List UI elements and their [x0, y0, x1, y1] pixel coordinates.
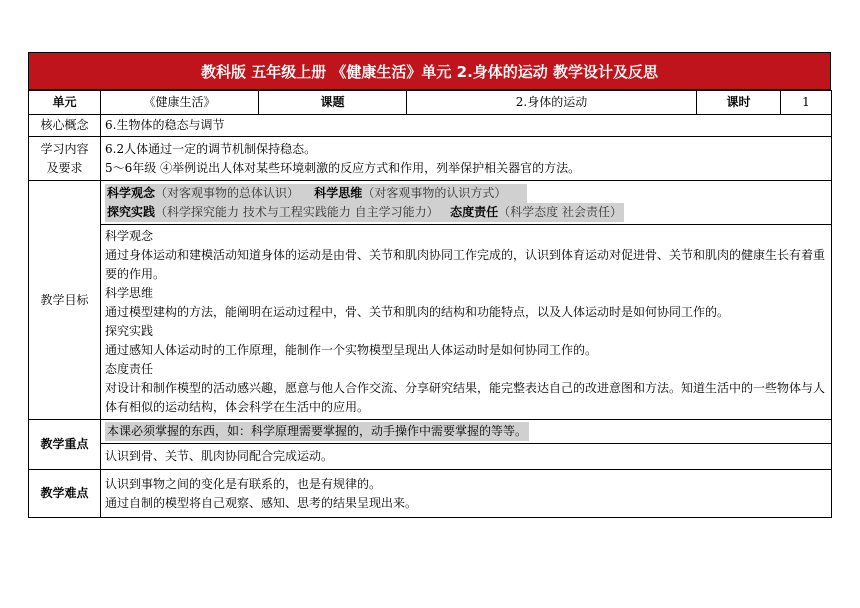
- lesson-plan-sheet: [28, 52, 831, 518]
- key-points-hint-row: [29, 420, 832, 444]
- literacy-line-2: [105, 203, 827, 222]
- key-points-hint-cell: [101, 420, 832, 444]
- literacy-desc-1: （对客观事物的总体认识）: [155, 185, 300, 200]
- literacy-desc-4: （科学态度 社会责任）: [498, 204, 622, 219]
- key-points-row: [29, 444, 832, 470]
- content-value: [101, 137, 832, 181]
- difficulties-row: [29, 470, 832, 518]
- content-line-2: 5～6年级 ④举例说出人体对某些环境刺激的反应方式和作用，列举保护相关器官的方法。: [105, 160, 581, 175]
- core-concept-label: 核心概念: [29, 115, 101, 137]
- literacy-highlight-2: [105, 203, 624, 222]
- unit-value: 《健康生活》: [101, 91, 259, 115]
- difficulty-line-2: 通过自制的模型将自己观察、感知、思考的结果呈现出来。: [105, 495, 418, 510]
- goal-text-4: 对设计和制作模型的活动感兴趣，愿意与他人合作交流、分享研究结果，能完整表达自己的改进意图和方法。知道生活中的一些物体与人体有相似的运动结构，体会科学在生活中的应用。: [105, 381, 826, 414]
- key-points-value: 认识到骨、关节、肌肉协同配合完成运动。: [101, 444, 832, 470]
- hours-label: 课时: [697, 91, 781, 115]
- content-line-1: 6.2人体通过一定的调节机制保持稳态。: [105, 141, 317, 156]
- unit-label: 单元: [29, 91, 101, 115]
- content-label-line-2: 及要求: [46, 160, 83, 175]
- core-concept-row: [29, 115, 832, 137]
- literacy-cell: [101, 181, 832, 225]
- goal-title-1: 科学观念: [105, 229, 154, 243]
- literacy-line-1: [105, 184, 827, 203]
- difficulties-cell: [101, 470, 832, 518]
- literacy-key-2: 科学思维: [314, 185, 363, 200]
- page-title: 教科版 五年级上册 《健康生活》单元 2.身体的运动 教学设计及反思: [28, 52, 831, 90]
- literacy-key-4: 态度责任: [450, 204, 499, 219]
- key-points-hint: 本课必须掌握的东西，如：科学原理需要掌握的，动手操作中需要掌握的等等。: [105, 422, 529, 441]
- goal-title-2: 科学思维: [105, 286, 154, 300]
- literacy-desc-2: （对客观事物的认识方式）: [362, 185, 507, 200]
- core-concept-value: 6.生物体的稳态与调节: [101, 115, 832, 137]
- goal-title-4: 态度责任: [105, 362, 154, 376]
- literacy-row: [29, 181, 832, 225]
- goals-row: [29, 225, 832, 420]
- content-label-line-1: 学习内容: [40, 141, 89, 156]
- literacy-highlight-1: [105, 184, 527, 203]
- goals-label: 教学目标: [29, 181, 101, 420]
- literacy-key-3: 探究实践: [107, 204, 156, 219]
- key-points-label: 教学重点: [29, 420, 101, 470]
- content-row: [29, 137, 832, 181]
- lesson-label: 课题: [259, 91, 407, 115]
- lesson-plan-table: [28, 90, 832, 518]
- difficulty-line-1: 认识到事物之间的变化是有联系的，也是有规律的。: [105, 476, 382, 491]
- hours-value: 1: [781, 91, 832, 115]
- header-row: [29, 91, 832, 115]
- literacy-key-1: 科学观念: [107, 185, 156, 200]
- goal-text-3: 通过感知人体运动时的工作原理，能制作一个实物模型呈现出人体运动时是如何协同工作的。: [105, 343, 598, 357]
- goal-text-1: 通过身体运动和建模活动知道身体的运动是由骨、关节和肌肉协同工作完成的，认识到体育运动对促进骨、关节和肌肉的健康生长有着重要的作用。: [105, 248, 826, 281]
- goals-cell: [101, 225, 832, 420]
- goal-text-2: 通过模型建构的方法，能阐明在运动过程中，骨、关节和肌肉的结构和功能特点，以及人体运动时是如何协同工作的。: [105, 305, 730, 319]
- content-label: [29, 137, 101, 181]
- literacy-desc-3: （科学探究能力 技术与工程实践能力 自主学习能力）: [155, 204, 439, 219]
- lesson-value: 2.身体的运动: [407, 91, 697, 115]
- goal-title-3: 探究实践: [105, 324, 154, 338]
- difficulties-label: 教学难点: [29, 470, 101, 518]
